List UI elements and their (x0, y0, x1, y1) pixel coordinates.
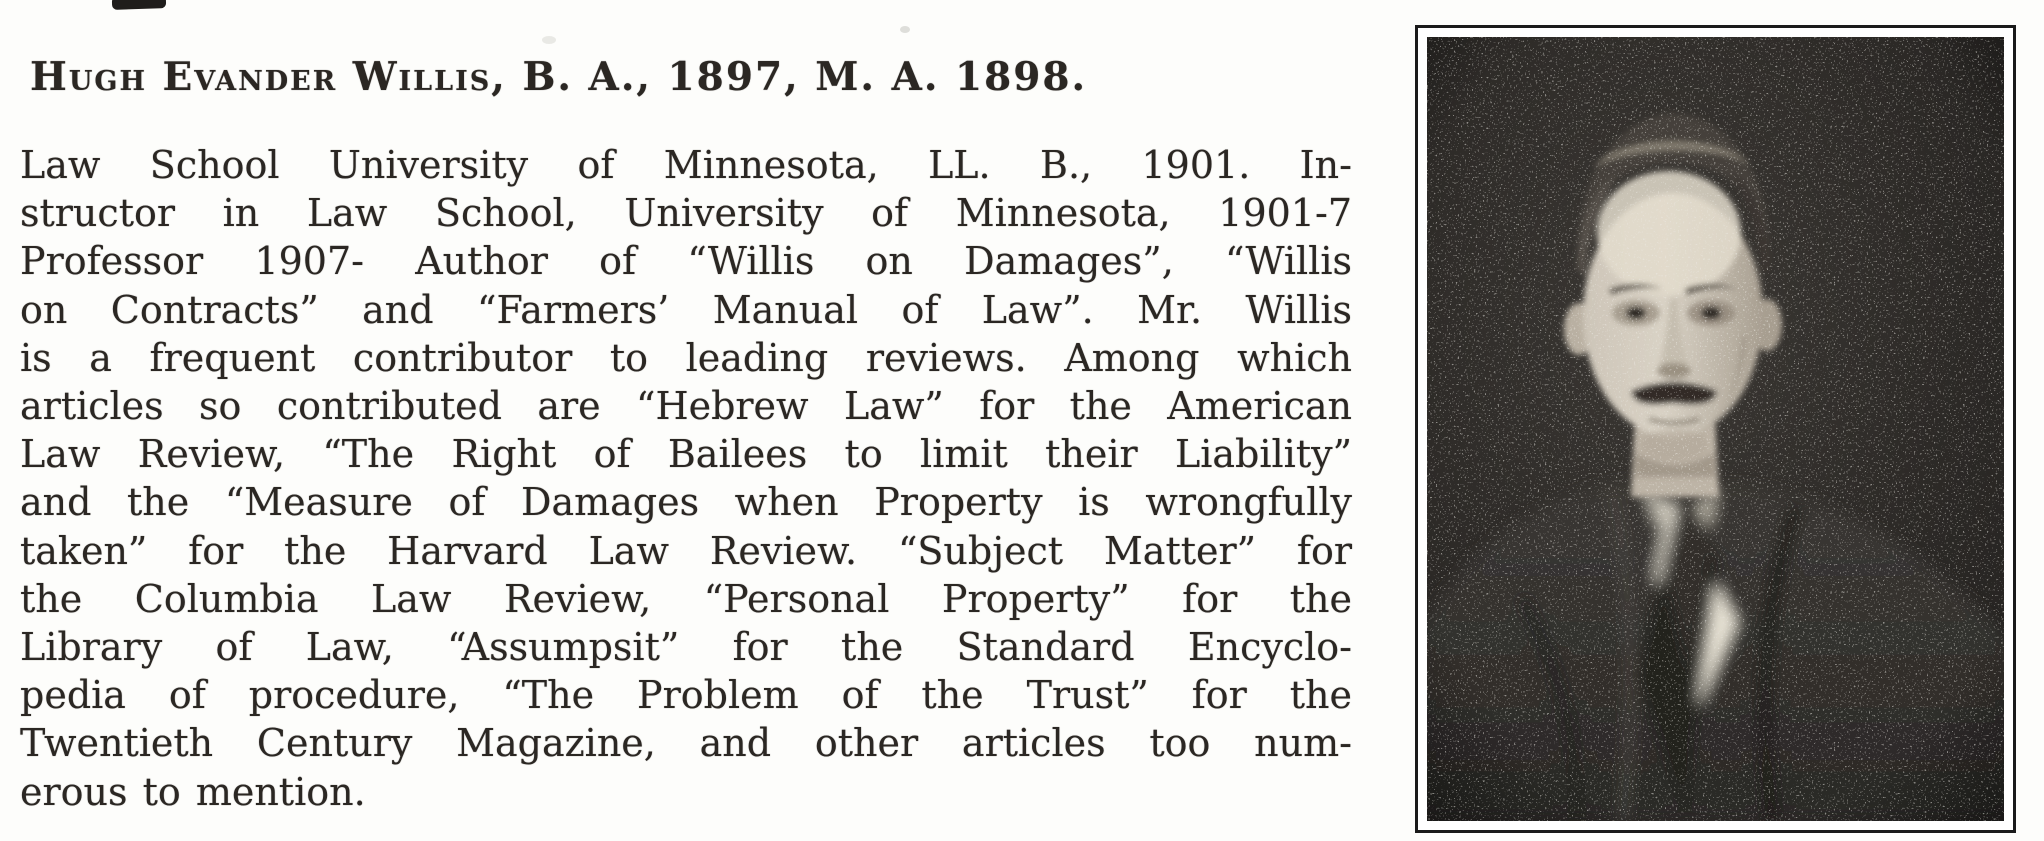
paragraph-line: pedia of procedure, “The Problem of the Trust” for the (20, 673, 1352, 718)
paragraph-line: Twentieth Century Magazine, and other articles too num- (20, 721, 1352, 766)
paragraph-line: erous to mention. (20, 769, 366, 814)
paragraph-line: articles so contributed are “Hebrew Law” for the American (20, 384, 1352, 429)
portrait-image (1427, 37, 2004, 821)
scan-artifact (112, 0, 166, 10)
paragraph-line: the Columbia Law Review, “Personal Property” for the (20, 576, 1352, 621)
scan-smudge (900, 26, 910, 33)
film-grain-overlay (1427, 37, 2004, 821)
paragraph-line: is a frequent contributor to leading reviews. Among which (20, 335, 1352, 380)
paragraph-line: Law Review, “The Right of Bailees to limit their Liability” (20, 432, 1352, 477)
paragraph-line: and the “Measure of Damages when Property is wrongfully (20, 480, 1352, 525)
portrait-photo (1415, 25, 2016, 833)
entry-paragraph (20, 141, 1352, 816)
paragraph-line: on Contracts” and “Farmers’ Manual of Law”. Mr. Willis (20, 287, 1352, 332)
entry-heading: Hugh Evander Willis, B. A., 1897, M. A. 1898. (30, 54, 1088, 100)
paragraph-line: Library of Law, “Assumpsit” for the Standard Encyclo- (20, 625, 1352, 670)
paragraph-line: Professor 1907- Author of “Willis on Damages”, “Willis (20, 239, 1352, 284)
paragraph-line: Law School University of Minnesota, LL. B., 1901. In- (20, 143, 1352, 187)
paragraph-line: structor in Law School, University of Minnesota, 1901-7 (20, 191, 1352, 236)
paragraph-line: taken” for the Harvard Law Review. “Subject Matter” for (20, 528, 1352, 573)
scan-smudge (542, 36, 556, 44)
